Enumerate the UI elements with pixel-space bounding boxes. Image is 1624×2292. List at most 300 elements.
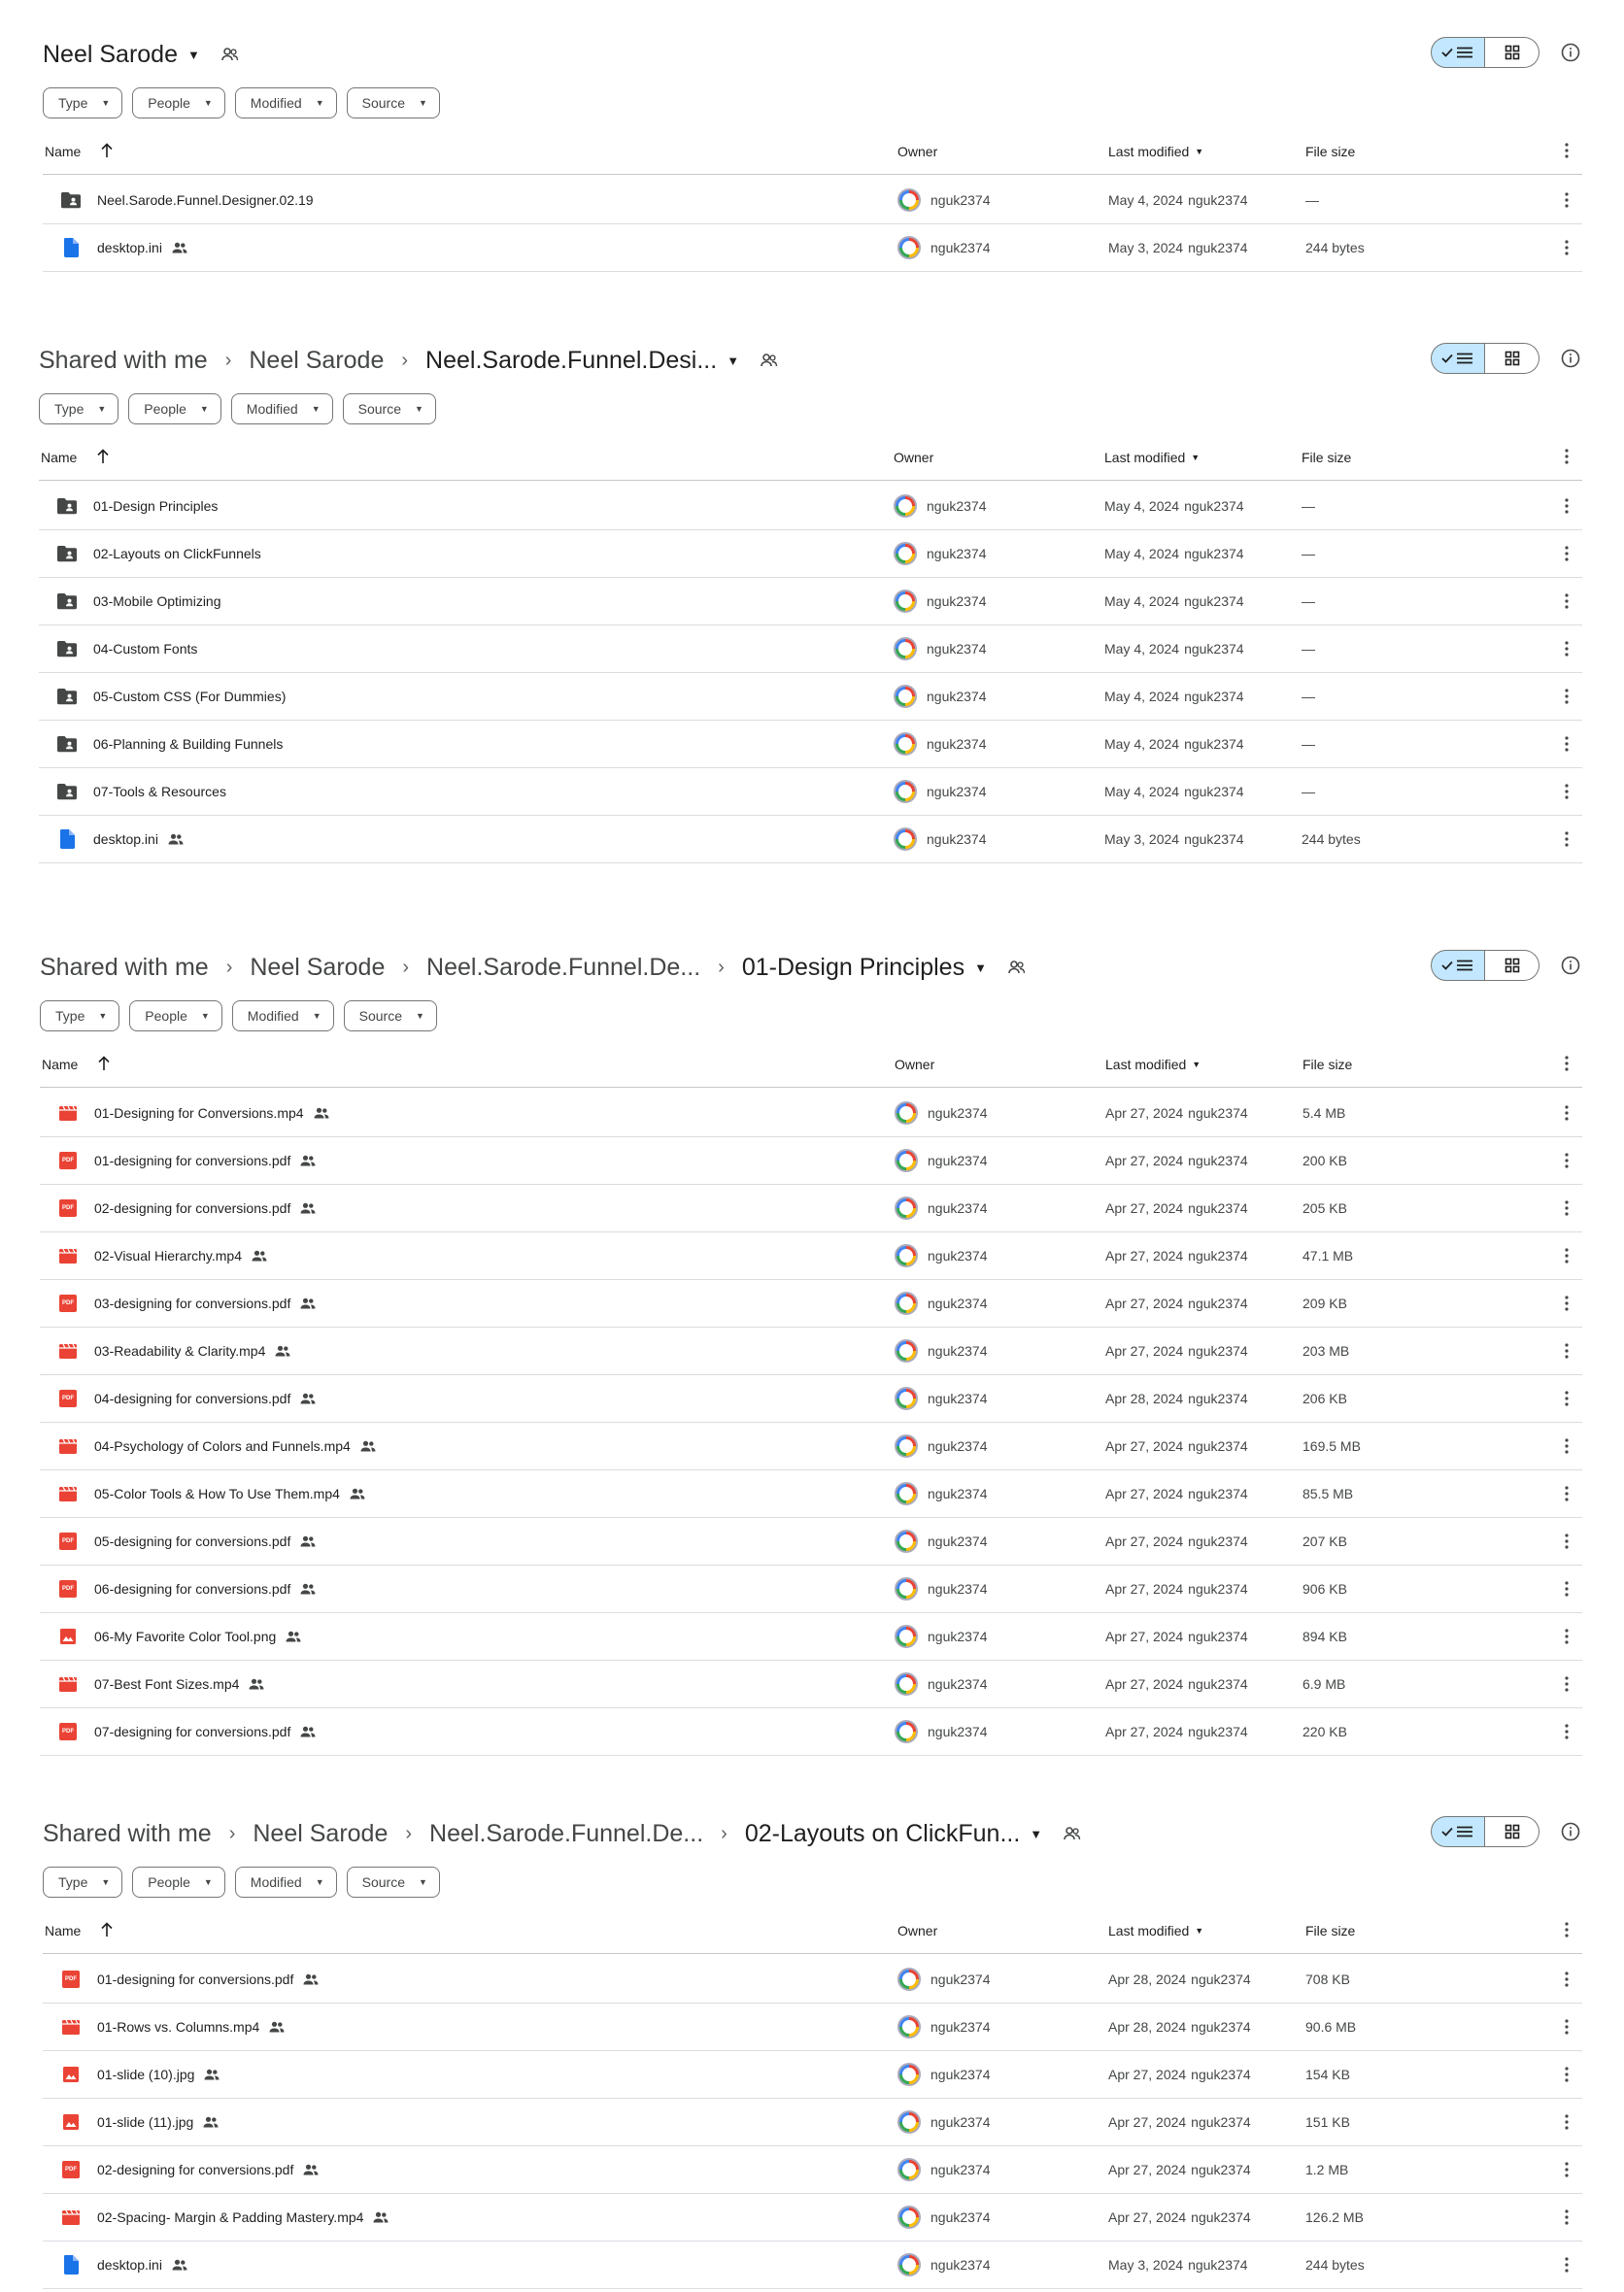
modified-date: Apr 27, 2024 [1105,1343,1184,1359]
more-actions-icon[interactable] [1565,1438,1569,1454]
table-row[interactable] [43,2004,1582,2051]
more-actions-icon[interactable] [1565,1343,1569,1359]
caret-down-icon: ▼ [101,1877,111,1887]
last-modified-label: Last modified [1104,450,1186,465]
breadcrumb-item[interactable]: Shared with me [43,1819,212,1847]
filter-chip-label: Source [361,95,405,111]
shared-people-icon[interactable] [1008,961,1026,974]
file-name[interactable]: 06-My Favorite Color Tool.png [94,1629,277,1644]
avatar [895,1149,918,1172]
list-view-button[interactable] [1431,343,1485,374]
video-icon [60,2016,82,2038]
last-modified-cell [1104,546,1244,561]
last-modified-cell [1104,498,1244,514]
info-icon[interactable] [1559,347,1582,370]
file-name[interactable]: 06-Planning & Building Funnels [93,736,284,752]
modified-by: nguk2374 [1188,1438,1248,1454]
file-name-cell [57,1245,267,1266]
file-name-cell [56,686,286,707]
file-name[interactable]: 04-designing for conversions.pdf [94,1391,291,1406]
table-row[interactable] [39,768,1582,816]
file-name-cell [60,2159,319,2180]
file-name-cell [60,2254,187,2275]
file-name[interactable]: 02-Layouts on ClickFunnels [93,546,261,561]
name-column-header[interactable] [45,143,114,161]
table-row[interactable] [43,2194,1582,2241]
avatar [894,685,917,708]
filter-chips [39,393,436,424]
file-name-cell [56,638,197,659]
filter-chip-modified[interactable] [231,393,333,424]
table-row[interactable] [40,1090,1582,1137]
modified-date: Apr 28, 2024 [1108,2019,1187,2035]
file-size-cell: 906 KB [1303,1581,1347,1597]
more-actions-icon[interactable] [1565,1581,1569,1597]
owner-column-header[interactable]: Owner [895,1057,935,1072]
current-folder-title[interactable]: 02-Layouts on ClickFun... [744,1819,1021,1847]
file-size-cell: 244 bytes [1305,2257,1365,2273]
filter-chip-modified[interactable] [235,87,337,118]
grid-view-button[interactable] [1485,950,1539,981]
modified-by: nguk2374 [1188,2257,1248,2273]
more-actions-icon[interactable] [1565,1200,1569,1216]
modified-date: Apr 27, 2024 [1105,1248,1184,1264]
more-actions-icon[interactable] [1565,831,1569,847]
owner-name: nguk2374 [928,1200,988,1216]
file-size-cell: — [1302,641,1315,657]
table-row[interactable] [39,816,1582,863]
filter-chip-people[interactable] [129,1000,222,1031]
last-modified-cell [1108,192,1248,208]
more-options-icon[interactable] [1565,143,1569,161]
modified-date: Apr 27, 2024 [1105,1200,1184,1216]
table-row[interactable] [39,530,1582,578]
shared-people-icon[interactable] [1064,1827,1081,1840]
more-actions-icon[interactable] [1565,1724,1569,1739]
more-actions-icon[interactable] [1565,641,1569,657]
caret-down-icon: ▼ [312,1011,321,1021]
caret-down-icon[interactable]: ▼ [1030,1826,1043,1841]
file-size-column-header[interactable]: File size [1303,1057,1353,1072]
table-header [43,1908,1582,1954]
owner-cell [895,1720,988,1743]
file-name-cell [60,2016,285,2038]
last-modified-cell [1104,593,1244,609]
more-actions-icon[interactable] [1565,2019,1569,2035]
modified-date: May 4, 2024 [1108,192,1184,208]
more-actions-icon[interactable] [1565,1296,1569,1311]
table-row[interactable] [43,177,1582,224]
file-name[interactable]: 07-designing for conversions.pdf [94,1724,291,1739]
file-size-cell: 90.6 MB [1305,2019,1357,2035]
table-row[interactable] [43,2099,1582,2146]
shared-icon [172,2259,187,2271]
file-name[interactable]: desktop.ini [93,831,158,847]
owner-cell [894,494,987,518]
avatar [897,2015,921,2039]
name-column-header[interactable] [42,1056,111,1074]
sort-arrow-up-icon[interactable] [96,449,110,467]
filter-chip-people[interactable] [128,393,221,424]
caret-down-icon: ▼ [315,1877,324,1887]
shared-icon [350,1488,365,1500]
owner-name: nguk2374 [927,689,987,704]
filter-chip-modified[interactable] [232,1000,334,1031]
file-name[interactable]: 06-designing for conversions.pdf [94,1581,291,1597]
table-row[interactable] [40,1613,1582,1661]
modified-by: nguk2374 [1188,192,1248,208]
file-name[interactable]: desktop.ini [97,240,162,255]
file-size-cell: 151 KB [1305,2114,1350,2130]
file-name[interactable]: 01-slide (11).jpg [97,2114,194,2130]
filter-chip-label: Modified [250,1874,302,1890]
shared-people-icon[interactable] [221,48,239,61]
list-view-button[interactable] [1431,37,1485,68]
modified-by: nguk2374 [1188,1676,1248,1692]
modified-by: nguk2374 [1191,1972,1251,1987]
filter-chip-modified[interactable] [235,1867,337,1898]
file-name[interactable]: 01-Rows vs. Columns.mp4 [97,2019,260,2035]
file-name[interactable]: 05-Color Tools & How To Use Them.mp4 [94,1486,340,1501]
file-name[interactable]: 02-designing for conversions.pdf [94,1200,291,1216]
table-row[interactable] [40,1232,1582,1280]
file-name-cell [57,1340,290,1362]
table-row[interactable] [39,721,1582,768]
avatar [894,732,917,756]
file-name[interactable]: Neel.Sarode.Funnel.Designer.02.19 [97,192,314,208]
more-actions-icon[interactable] [1565,2067,1569,2082]
owner-cell [895,1530,988,1553]
drive-panel-1 [43,29,1582,272]
more-actions-icon[interactable] [1565,1486,1569,1501]
filter-chip-type[interactable] [43,87,122,118]
last-modified-label: Last modified [1105,1057,1187,1072]
file-name[interactable]: 07-Best Font Sizes.mp4 [94,1676,240,1692]
name-header-label: Name [45,1923,82,1938]
owner-column-header[interactable]: Owner [894,450,934,465]
last-modified-cell [1104,831,1244,847]
grid-view-button[interactable] [1485,1816,1539,1847]
owner-name: nguk2374 [928,1296,988,1311]
last-modified-cell [1108,2257,1248,2273]
table-row[interactable] [43,224,1582,272]
owner-column-header[interactable]: Owner [897,144,938,159]
more-actions-icon[interactable] [1565,593,1569,609]
table-row[interactable] [39,673,1582,721]
file-size-cell: 6.9 MB [1303,1676,1346,1692]
modified-date: Apr 27, 2024 [1105,1581,1184,1597]
file-name-cell [57,1578,316,1600]
modified-by: nguk2374 [1184,784,1244,799]
filter-chips [43,87,440,118]
filter-chip-source[interactable] [343,393,436,424]
file-name[interactable]: 04-Psychology of Colors and Funnels.mp4 [94,1438,351,1454]
last-modified-column-header[interactable] [1108,144,1203,159]
more-actions-icon[interactable] [1565,784,1569,799]
filter-chip-people[interactable] [132,87,225,118]
filter-chip-label: Modified [246,401,298,417]
file-name[interactable]: 03-Readability & Clarity.mp4 [94,1343,266,1359]
table-header [43,129,1582,175]
owner-name: nguk2374 [928,1391,988,1406]
sort-arrow-up-icon[interactable] [100,1922,114,1940]
avatar [895,1339,918,1363]
filter-chip-source[interactable] [347,87,440,118]
file-name[interactable]: 02-Visual Hierarchy.mp4 [94,1248,242,1264]
file-name[interactable]: 04-Custom Fonts [93,641,198,657]
more-actions-icon[interactable] [1565,1248,1569,1264]
info-icon[interactable] [1559,954,1582,977]
table-row[interactable] [40,1661,1582,1708]
file-name[interactable]: desktop.ini [97,2257,162,2273]
more-actions-icon[interactable] [1565,1105,1569,1121]
file-name[interactable]: 05-Custom CSS (For Dummies) [93,689,287,704]
last-modified-cell [1105,1676,1248,1692]
drive-panel-3 [40,942,1582,1739]
table-row[interactable] [43,2146,1582,2194]
more-options-icon[interactable] [1565,1056,1569,1074]
owner-cell [894,637,987,660]
file-size-cell: 5.4 MB [1303,1105,1346,1121]
avatar [895,1197,918,1220]
shared-icon [360,1440,376,1452]
list-view-button[interactable] [1431,950,1485,981]
table-row[interactable] [39,483,1582,530]
last-modified-column-header[interactable] [1104,450,1200,465]
table-row[interactable] [43,1956,1582,2004]
video-icon [57,1102,79,1124]
file-size-cell: 85.5 MB [1303,1486,1354,1501]
info-icon[interactable] [1559,1820,1582,1843]
breadcrumb-item[interactable]: Neel.Sarode.Funnel.De... [426,953,701,981]
file-size-cell: 244 bytes [1305,240,1365,255]
file-size-cell: 203 MB [1303,1343,1350,1359]
shared-icon [275,1345,290,1357]
file-name[interactable]: 03-Mobile Optimizing [93,593,221,609]
file-size-cell: — [1302,546,1315,561]
more-actions-icon[interactable] [1565,2162,1569,2177]
video-icon [57,1245,79,1266]
table-row[interactable] [40,1185,1582,1232]
filter-chip-label: Type [55,1008,85,1024]
more-actions-icon[interactable] [1565,240,1569,255]
file-name-cell [56,733,283,755]
filter-chip-type[interactable] [39,393,118,424]
file-name-cell [60,189,314,211]
file-size-cell: 1.2 MB [1305,2162,1349,2177]
filter-chip-source[interactable] [344,1000,437,1031]
name-column-header[interactable] [45,1922,114,1940]
breadcrumb-item[interactable]: Neel.Sarode.Funnel.De... [429,1819,704,1847]
owner-column-header[interactable]: Owner [897,1923,938,1938]
modified-by: nguk2374 [1184,736,1244,752]
owner-name: nguk2374 [930,2257,991,2273]
owner-name: nguk2374 [930,192,991,208]
file-size-column-header[interactable]: File size [1305,144,1356,159]
filter-chip-source[interactable] [347,1867,440,1898]
file-name[interactable]: 07-Tools & Resources [93,784,226,799]
table-row[interactable] [40,1137,1582,1185]
info-icon[interactable] [1559,41,1582,64]
avatar [895,1434,918,1458]
file-size-cell: 894 KB [1303,1629,1347,1644]
pdf-icon: PDF [57,1578,79,1600]
breadcrumb-item[interactable]: Shared with me [40,953,209,981]
table-row[interactable] [40,1566,1582,1613]
doc-icon [60,2254,82,2275]
more-actions-icon[interactable] [1565,546,1569,561]
chevron-right-icon: › [401,349,409,371]
more-actions-icon[interactable] [1565,1972,1569,1987]
table-row[interactable] [43,2241,1582,2289]
more-actions-icon[interactable] [1565,689,1569,704]
more-actions-icon[interactable] [1565,2257,1569,2273]
modified-date: May 4, 2024 [1104,784,1180,799]
more-actions-icon[interactable] [1565,2114,1569,2130]
more-actions-icon[interactable] [1565,1153,1569,1168]
more-actions-icon[interactable] [1565,192,1569,208]
file-name-cell [57,1435,376,1457]
pdf-icon: PDF [57,1721,79,1742]
modified-by: nguk2374 [1191,2114,1251,2130]
modified-by: nguk2374 [1191,2209,1251,2225]
owner-cell [895,1482,988,1505]
filter-chip-type[interactable] [40,1000,119,1031]
file-name[interactable]: 02-Spacing- Margin & Padding Mastery.mp4 [97,2209,364,2225]
table-header [39,435,1582,481]
file-size-column-header[interactable]: File size [1302,450,1352,465]
owner-name: nguk2374 [928,1105,988,1121]
breadcrumb-item[interactable]: Shared with me [39,346,208,374]
avatar [895,1720,918,1743]
breadcrumb-item[interactable]: Neel Sarode [253,1819,389,1847]
file-size-column-header[interactable]: File size [1305,1923,1356,1938]
file-name[interactable]: 03-designing for conversions.pdf [94,1296,291,1311]
filter-chip-label: Source [358,1008,402,1024]
folder-icon [56,543,78,564]
sort-arrow-up-icon[interactable] [97,1056,111,1074]
file-name[interactable]: 01-slide (10).jpg [97,2067,195,2082]
pdf-icon: PDF [57,1293,79,1314]
file-name[interactable]: 01-designing for conversions.pdf [97,1972,294,1987]
sort-arrow-up-icon[interactable] [100,143,114,161]
table-row[interactable] [39,578,1582,625]
filter-chip-people[interactable] [132,1867,225,1898]
folder-icon [56,495,78,517]
modified-date: Apr 27, 2024 [1108,2162,1187,2177]
avatar [894,590,917,613]
modified-date: Apr 27, 2024 [1105,1724,1184,1739]
last-modified-column-header[interactable] [1108,1923,1203,1938]
file-size-cell: 205 KB [1303,1200,1347,1216]
more-options-icon[interactable] [1565,1922,1569,1940]
current-folder-title[interactable]: 01-Design Principles [741,953,965,981]
file-name[interactable]: 01-designing for conversions.pdf [94,1153,291,1168]
owner-cell [894,685,987,708]
file-name[interactable]: 05-designing for conversions.pdf [94,1534,291,1549]
owner-name: nguk2374 [927,784,987,799]
modified-date: May 3, 2024 [1108,240,1184,255]
table-row[interactable] [39,625,1582,673]
name-column-header[interactable] [41,449,110,467]
list-view-button[interactable] [1431,1816,1485,1847]
caret-down-icon[interactable]: ▼ [186,47,200,62]
file-name[interactable]: 01-Design Principles [93,498,219,514]
file-size-cell: — [1302,498,1315,514]
shared-icon [252,1250,267,1262]
table-row[interactable] [43,2051,1582,2099]
table-row[interactable] [40,1470,1582,1518]
grid-view-button[interactable] [1485,343,1539,374]
shared-people-icon[interactable] [761,354,778,367]
file-name[interactable]: 01-Designing for Conversions.mp4 [94,1105,304,1121]
last-modified-column-header[interactable] [1105,1057,1201,1072]
modified-date: Apr 28, 2024 [1105,1391,1184,1406]
last-modified-cell [1108,2162,1251,2177]
current-folder-title[interactable]: Neel Sarode [43,40,178,68]
owner-cell [895,1339,988,1363]
avatar [897,188,921,212]
last-modified-cell [1108,2019,1251,2035]
table-row[interactable] [40,1708,1582,1756]
grid-view-button[interactable] [1485,37,1539,68]
more-actions-icon[interactable] [1565,1391,1569,1406]
more-options-icon[interactable] [1565,449,1569,467]
more-actions-icon[interactable] [1565,498,1569,514]
caret-down-icon[interactable]: ▼ [727,353,740,368]
owner-cell [897,2110,991,2134]
avatar [895,1387,918,1410]
file-name[interactable]: 02-designing for conversions.pdf [97,2162,294,2177]
more-actions-icon[interactable] [1565,736,1569,752]
table-row[interactable] [40,1280,1582,1328]
folder-icon [56,733,78,755]
caret-down-icon[interactable]: ▼ [974,960,987,975]
owner-name: nguk2374 [928,1534,988,1549]
last-modified-cell [1105,1486,1248,1501]
file-size-cell: 126.2 MB [1305,2209,1364,2225]
more-actions-icon[interactable] [1565,2209,1569,2225]
filter-chip-label: Source [361,1874,405,1890]
more-actions-icon[interactable] [1565,1676,1569,1692]
shared-icon [300,1583,316,1595]
filter-chip-type[interactable] [43,1867,122,1898]
table-row[interactable] [40,1518,1582,1566]
avatar [894,494,917,518]
image-icon [60,2064,82,2085]
table-row[interactable] [40,1375,1582,1423]
breadcrumb-item[interactable]: Neel Sarode [249,346,385,374]
modified-date: Apr 27, 2024 [1105,1105,1184,1121]
table-row[interactable] [40,1328,1582,1375]
avatar [897,2063,921,2086]
chevron-right-icon: › [402,956,410,978]
last-modified-cell [1104,689,1244,704]
avatar [897,2110,921,2134]
modified-by: nguk2374 [1184,498,1244,514]
owner-cell [895,1577,988,1601]
more-actions-icon[interactable] [1565,1629,1569,1644]
pdf-icon: PDF [60,2159,82,2180]
video-icon [57,1340,79,1362]
table-row[interactable] [40,1423,1582,1470]
owner-cell [894,827,987,851]
current-folder-title[interactable]: Neel.Sarode.Funnel.Desi... [425,346,718,374]
last-modified-label: Last modified [1108,1923,1190,1938]
more-actions-icon[interactable] [1565,1534,1569,1549]
breadcrumb-item[interactable]: Neel Sarode [250,953,386,981]
last-modified-cell [1108,2209,1251,2225]
